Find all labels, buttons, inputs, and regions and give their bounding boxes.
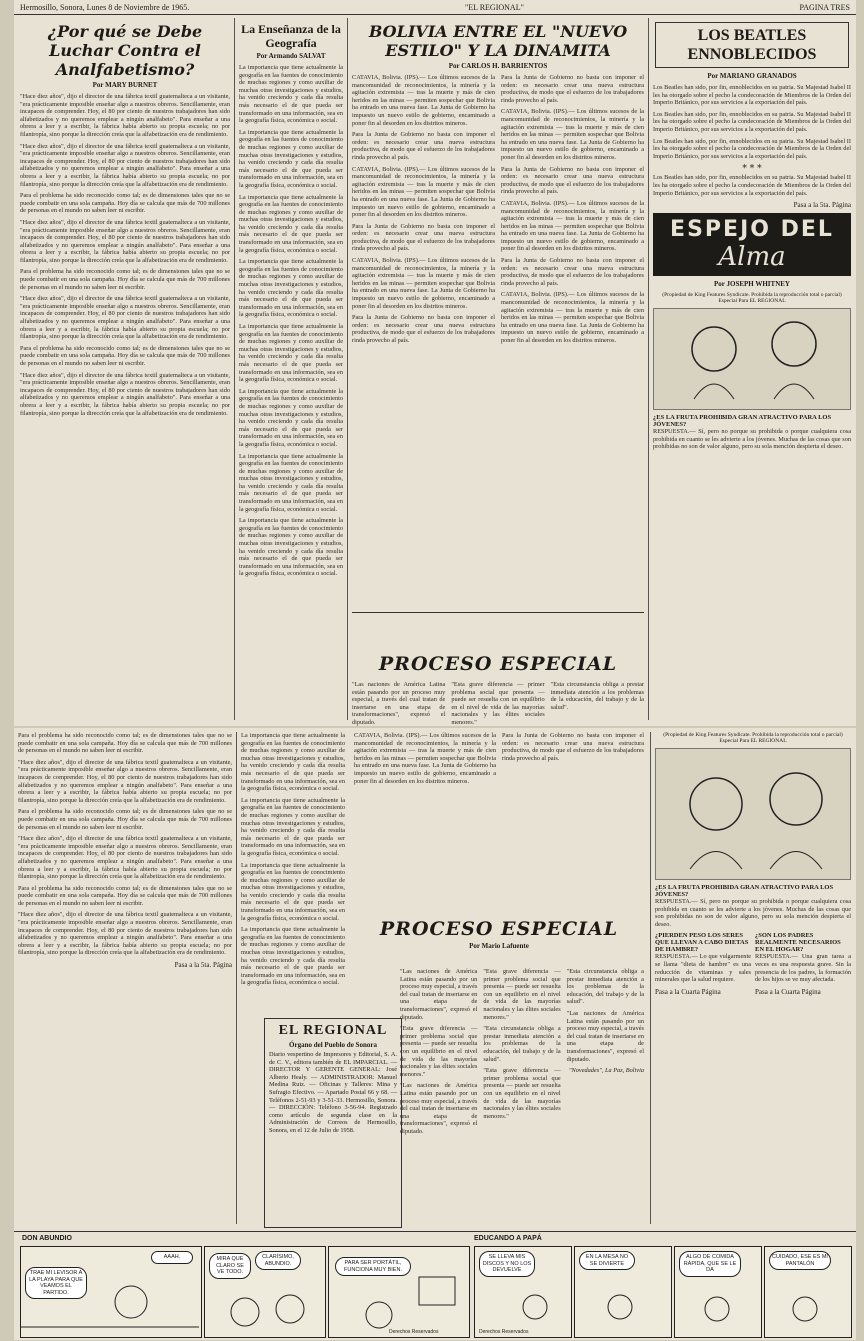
espejo-answer: RESPUESTA.— Lo que vulgarmente se llama "dieta de hambre" es una reducción de vitaminas y sales minerales que la salud requiere. xyxy=(655,953,751,984)
article-title: PROCESO ESPECIAL xyxy=(379,918,619,940)
article-title: La Enseñanza de la Geografía xyxy=(241,22,341,50)
article-body: "Esta grave diferencia — primer problema social que presenta — puede ser resuelta con un equilibrio en el nivel de vida de las mayorías nacionales y las élites sociales menores." xyxy=(483,968,561,1021)
column-rule xyxy=(648,18,649,720)
masthead-paper: "EL REGIONAL" xyxy=(464,2,524,12)
article-body: "Las naciones de América Latina están pasando por un proceso muy especial, a través del cual tratan de insertarse en una etapa de transformaciones", expresó el diputado. xyxy=(566,1009,644,1063)
couple-illustration xyxy=(656,749,850,877)
comic-panel xyxy=(674,1246,762,1338)
beatles-title-box xyxy=(655,22,849,68)
article-geografia-continued xyxy=(241,732,345,987)
characters-drawing xyxy=(205,1247,323,1335)
speech-bubble: AAAH. xyxy=(151,1251,193,1264)
article-body: La importancia que tiene actualmente la geografía en las fuentes de conocimiento de muchas regiones y como auxiliar de muchas otras investigaciones y estudios, ha venido creciendo y cada día resulta más necesario el de que pueda ser transformado en una información, sea en la geografía física, económica o social. xyxy=(239,452,343,513)
article-body: "Esta circunstancia obliga a prestar inmediata atención a los problemas de la educación, del trabajo y de la salud". xyxy=(566,968,644,1006)
speech-bubble: SE LLEVA MIS DISCOS Y NO LOS DEVUELVE xyxy=(479,1251,535,1277)
comic-panel xyxy=(328,1246,470,1338)
article-body: Para la Junta de Gobierno no basta con imponer el orden: es necesario crear una nueva estructura productiva, de modo que el esfuerzo de los trabajadores rinda provecho al país. xyxy=(502,732,644,762)
article-body: Para el problema ha sido reconocido como tal; es de dimensiones tales que no se puede combatir en una sola campaña. Hoy día se calcula que más de 700 millones de personas en el mundo no saben leer ni escribir. xyxy=(18,732,232,755)
article-body: "Hace diez años", dijo el director de una fábrica textil guatemalteca a un visitante, "era prácticamente imposible enseñar algo a nuestros obreros. Sencillamente, eran incapaces de comprender. Hoy, el 80 por ciento de nuestros trabajadores han sido alfabetizados y no queremos emplear a ningún analfabeto". Para enseñar a una obrera a leer y a escribir, la fábrica había abierto su propia escuela; no por filantropía, sino porque la dirección creía que la alfabetización era de rendimiento. xyxy=(20,371,230,417)
espejo-question: ¿ES LA FRUTA PROHIBIDA GRAN ATRACTIVO PARA LOS JÓVENES? xyxy=(653,414,832,429)
family-drawing xyxy=(675,1247,759,1335)
article-body: La importancia que tiene actualmente la geografía en las fuentes de conocimiento de muchas regiones y como auxiliar de muchas otras investigaciones y estudios, ha venido creciendo y cada día resulta más necesario el de que pueda ser transformado en una información, sea en la geografía física, económica o social. xyxy=(241,926,345,987)
article-geografia xyxy=(239,18,343,720)
speech-bubble: CUIDADO, ESE ES MI PANTALÓN xyxy=(769,1251,831,1270)
article-proceso-teaser xyxy=(352,612,644,726)
article-title: PROCESO ESPECIAL xyxy=(378,653,618,675)
espejo-subtitle: Alma xyxy=(718,242,786,273)
couple-illustration xyxy=(654,309,850,407)
pasa-link: Pasa a la Cuarta Página xyxy=(755,987,821,996)
article-body: Los Beatles han sido, por fin, ennoblecidos en su patria. Su Majestad Isabel II les ha otorgado sobre el pecho la condecoración de Miembros de la Orden del Imperio Británico, por sus servicios a la exportación del país. xyxy=(653,84,851,107)
proceso-signature: "Novedades", La Paz, Bolivia xyxy=(568,1067,644,1075)
article-body: La importancia que tiene actualmente la geografía en las fuentes de conocimiento de muchas regiones y como auxiliar de muchas otras investigaciones y estudios, ha venido creciendo y cada día resulta más necesario el de que pueda ser transformado en una información, sea en la geografía física, económica o social. xyxy=(239,517,343,578)
tv-drawing xyxy=(329,1247,467,1335)
family-drawing xyxy=(475,1247,569,1335)
article-proceso xyxy=(354,918,644,954)
beach-scene-drawing xyxy=(21,1247,199,1335)
comic-panel xyxy=(764,1246,852,1338)
article-body: "Esta circunstancia obliga a prestar inmediata atención a los problemas de la educación, del trabajo y de la salud". xyxy=(483,1025,561,1063)
article-body: La importancia que tiene actualmente la geografía en las fuentes de conocimiento de muchas regiones y como auxiliar de muchas otras investigaciones y estudios, ha venido creciendo y cada día resulta más necesario el de que pueda ser transformado en una información, sea en la geografía física, económica o social. xyxy=(239,128,343,189)
article-body: Para la Junta de Gobierno no basta con imponer el orden: es necesario crear una nueva estructura productiva, de modo que el esfuerzo de los trabajadores rinda provecho al país. xyxy=(352,222,495,253)
comic-strips xyxy=(14,1231,856,1340)
article-body: "Hace diez años", dijo el director de una fábrica textil guatemalteca a un visitante, "era prácticamente imposible enseñar algo a nuestros obreros. Sencillamente, eran incapaces de comprender. Hoy, el 80 por ciento de nuestros trabajadores han sido alfabetizados y no queremos emplear a ningún analfabeto". Para enseñar a una obrera a leer y a escribir, la fábrica había abierto su propia escuela; no por filantropía, sino porque la dirección creía que la alfabetización era de rendimiento. xyxy=(18,835,232,881)
speech-bubble: PARA SER PORTÁTIL, FUNCIONA MUY BIEN. xyxy=(335,1257,411,1276)
pasa-link: Pasa a la 5ta. Página xyxy=(793,201,851,210)
article-body: "Esta circunstancia obliga a prestar inmediata atención a los problemas de la educación, del trabajo y de la salud". xyxy=(550,681,644,711)
speech-bubble: EN LA MESA NO SE DIVIERTE xyxy=(579,1251,635,1270)
comic-panel xyxy=(574,1246,672,1338)
masthead xyxy=(14,0,856,15)
article-body: "Esta grave diferencia — primer problema social que presenta — puede ser resuelta con un equilibrio en el nivel de vida de las mayorías nacionales y las élites sociales menores." xyxy=(451,681,545,726)
article-body: "Esta grave diferencia — primer problema social que presenta — puede ser resuelta con un equilibrio en el nivel de vida de las mayorías nacionales y las élites sociales menores." xyxy=(483,1067,561,1120)
article-title: LOS BEATLES ENNOBLECIDOS xyxy=(687,27,817,63)
el-regional-body: Diario vespertino de Impresores y Editorial, S. A. de C. V., editora también de EL IMPARCIAL. — DIRECTOR Y GERENTE GENERAL: José Alberto Healy. — ADMINISTRADOR: Manuel Medina Ruiz. — Oficinas y Talleres: Mina y Sufragio Efectivo. — Apartado Postal 66 y 68. — Teléfonos 2-51-93 y 3-51-33. Hermosillo, Sonora. — DIRECCIÓN: Teléfono 3-56-94. Registrado como artículo de segunda clase en la Administración de Correos de Hermosillo, Sonora, en el 12 de Julio de 1958. xyxy=(269,1051,397,1134)
article-body: "Las naciones de América Latina están pasando por un proceso muy especial, a través del cual tratan de insertarse en una etapa de transformaciones", expresó el diputado. xyxy=(352,681,446,726)
comic-panel xyxy=(474,1246,572,1338)
article-body: Para la Junta de Gobierno no basta con imponer el orden: es necesario crear una nueva estructura productiva, de modo que el esfuerzo de los trabajadores rinda provecho al país. xyxy=(352,131,495,161)
article-body: CATAVIA, Bolivia. (IPS).— Los últimos sucesos de la mancomunidad de reconocimientos, la minería y la agitación extremista — tras la muerte y más de cien heridos en las minas — permiten sospechar que Bolivia ha entrado en una nueva fase. La Junta de Gobierno ha impuesto un nuevo estilo de gobierno, encaminado a poner fin al desorden en los distritos mineros. xyxy=(352,257,495,310)
espejo-credit: (Propiedad de King Features Syndicate. Prohibida la reproducción total o parcial) Especial Para EL REGIONAL xyxy=(663,732,843,744)
article-body: Para la Junta de Gobierno no basta con imponer el orden: es necesario crear una nueva estructura productiva, de modo que el esfuerzo de los trabajadores rinda provecho al país. xyxy=(352,314,495,344)
espejo-answer: RESPUESTA.— Sí, pero no porque su prohibida o porque cualquiera cosa prohibida en cuanto se les advierte a los jóvenes. Muchas de las cosas que son prohibidas no son de valor alguno, pero su sola mención despierta el deseo. xyxy=(655,898,851,928)
article-body: Para la Junta de Gobierno no basta con imponer el orden: es necesario crear una nueva estructura productiva, de modo que el esfuerzo de los trabajadores rinda provecho al país. xyxy=(501,257,644,287)
article-analfabetismo xyxy=(20,18,230,720)
el-regional-box xyxy=(264,1018,402,1228)
article-body: Para la Junta de Gobierno no basta con imponer el orden: es necesario crear una nueva estructura productiva, de modo que el esfuerzo de los trabajadores rinda provecho al país. xyxy=(501,74,644,104)
article-byline: Por MARIANO GRANADOS xyxy=(707,72,797,80)
pasa-link: Pasa a la 5ta. Página xyxy=(174,961,232,970)
article-body: Los Beatles han sido, por fin, ennoblecidos en su patria. Su Majestad Isabel II les ha otorgado sobre el pecho la condecoración de Miembros de la Orden del Imperio Británico, por sus servicios a la exportación del país. xyxy=(653,110,851,133)
espejo-question: ¿ES LA FRUTA PROHIBIDA GRAN ATRACTIVO PARA LOS JÓVENES? xyxy=(655,884,834,898)
article-body: "Hace diez años", dijo el director de una fábrica textil guatemalteca a un visitante, "era prácticamente imposible enseñar algo a nuestros obreros. Sencillamente, eran incapaces de comprender. Hoy, el 80 por ciento de nuestros trabajadores han sido alfabetizados y no queremos emplear a ningún analfabeto". Para enseñar a una obrera a leer y a escribir, la fábrica había abierto su propia escuela; no por filantropía, sino porque la dirección creía que la alfabetización era de rendimiento. xyxy=(18,911,232,957)
article-body: La importancia que tiene actualmente la geografía en las fuentes de conocimiento de muchas regiones y como auxiliar de muchas otras investigaciones y estudios, ha venido creciendo y cada día resulta más necesario el de que pueda ser transformado en una información, sea en la geografía física, económica o social. xyxy=(239,387,343,448)
speech-bubble: ALGO DE COMIDA RÁPIDA, QUE SE LE DA xyxy=(679,1251,741,1277)
article-body: Los Beatles han sido, por fin, ennoblecidos en su patria. Su Majestad Isabel II les ha otorgado sobre el pecho la condecoración de Miembros de la Orden del Imperio Británico, por sus servicios a la exportación del país. xyxy=(653,137,851,160)
rights-note: Derechos Reservados xyxy=(389,1329,439,1335)
article-byline: Por Armando SALVAT xyxy=(256,52,326,60)
article-byline: Por CARLOS H. BARRIENTOS xyxy=(448,62,548,70)
espejo-answer: RESPUESTA.— Una gran tarea a veces es una respuesta grave. Sin la presencia de los padres, la formación de los hijos se ve muy afectada. xyxy=(755,953,851,984)
espejo-title: ESPEJO DEL xyxy=(670,217,834,243)
speech-bubble: MIRA QUE CLARO SE VE TODO. xyxy=(209,1253,251,1279)
comic-title-educando: EDUCANDO A PAPÁ xyxy=(474,1235,542,1242)
article-body: La importancia que tiene actualmente la geografía en las fuentes de conocimiento de muchas regiones y como auxiliar de muchas otras investigaciones y estudios, ha venido creciendo y cada día resulta más necesario el de que pueda ser transformado en una información, sea en la geografía física, económica o social. xyxy=(239,64,343,125)
article-bolivia xyxy=(352,18,644,606)
comic-panel xyxy=(20,1246,202,1338)
article-body: Para el problema ha sido reconocido como tal; es de dimensiones tales que no se puede combatir en una sola campaña. Hoy día se calcula que más de 700 millones de personas en el mundo no saben leer ni escribir. xyxy=(20,344,230,367)
article-title: BOLIVIA ENTRE EL "NUEVO ESTILO" Y LA DINAMITA xyxy=(368,22,628,60)
pasa-link: Pasa a la Cuarta Página xyxy=(655,987,721,996)
article-body: "Esta grave diferencia — primer problema social que presenta — puede ser resuelta con un equilibrio en el nivel de vida de las mayorías nacionales y las élites sociales menores." xyxy=(400,1025,478,1078)
article-body: "Hace diez años", dijo el director de una fábrica textil guatemalteca a un visitante, "era prácticamente imposible enseñar algo a nuestros obreros. Sencillamente, eran incapaces de comprender. Hoy, el 80 por ciento de nuestros trabajadores han sido alfabetizados y no queremos emplear a ningún analfabeto". Para enseñar a una obrera a leer y a escribir, la fábrica había abierto su propia escuela; no por filantropía, sino porque la dirección creía que la alfabetización era de rendimiento. xyxy=(20,218,230,264)
article-body: La importancia que tiene actualmente la geografía en las fuentes de conocimiento de muchas regiones y como auxiliar de muchas otras investigaciones y estudios, ha venido creciendo y cada día resulta más necesario el de que pueda ser transformado en una información, sea en la geografía física, económica o social. xyxy=(241,861,345,922)
article-body: La importancia que tiene actualmente la geografía en las fuentes de conocimiento de muchas regiones y como auxiliar de muchas otras investigaciones y estudios, ha venido creciendo y cada día resulta más necesario el de que pueda ser transformado en una información, sea en la geografía física, económica o social. xyxy=(239,323,343,384)
espejo-question: ¿SON LOS PADRES REALMENTE NECESARIOS EN EL HOGAR? xyxy=(755,932,841,954)
espejo-banner xyxy=(653,213,851,276)
article-body: "Hace diez años", dijo el director de una fábrica textil guatemalteca a un visitante, "era prácticamente imposible enseñar algo a nuestros obreros. Sencillamente, eran incapaces de comprender. Hoy, el 80 por ciento de nuestros trabajadores han sido alfabetizados y no queremos emplear a ningún analfabeto". Para enseñar a una obrera a leer y a escribir, la fábrica había abierto su propia escuela; no por filantropía, sino porque la dirección creía que la alfabetización era de rendimiento. xyxy=(20,142,230,188)
article-body: CATAVIA, Bolivia. (IPS).— Los últimos sucesos de la mancomunidad de reconocimientos, la minería y la agitación extremista — tras la muerte y más de cien heridos en las minas — permiten sospechar que Bolivia ha entrado en una nueva fase. La Junta de Gobierno ha impuesto un nuevo estilo de gobierno, encaminado a poner fin al desorden en los distritos mineros. xyxy=(354,732,496,785)
column-rule xyxy=(347,18,348,720)
newspaper-page-bottom xyxy=(14,728,856,1340)
espejo-question: ¿PIERDEN PESO LOS SERES QUE LLEVAN A CABO DIETAS DE HAMBRE? xyxy=(655,932,749,954)
article-body: Para el problema ha sido reconocido como tal; es de dimensiones tales que no se puede combatir en una sola campaña. Hoy día se calcula que más de 700 millones de personas en el mundo no saben leer ni escribir. xyxy=(18,884,232,907)
article-body: CATAVIA, Bolivia. (IPS).— Los últimos sucesos de la mancomunidad de reconocimientos, la minería y la agitación extremista — tras la muerte y más de cien heridos en las minas — permiten sospechar que Bolivia ha entrado en una nueva fase. La Junta de Gobierno ha impuesto un nuevo estilo de gobierno, encaminado a poner fin al desorden en los distritos mineros. xyxy=(501,199,644,253)
article-body: La importancia que tiene actualmente la geografía en las fuentes de conocimiento de muchas regiones y como auxiliar de muchas otras investigaciones y estudios, ha venido creciendo y cada día resulta más necesario el de que pueda ser transformado en una información, sea en la geografía física, económica o social. xyxy=(241,796,345,857)
speech-bubble: CLARÍSIMO, ABUNDIO. xyxy=(255,1251,301,1270)
article-bolivia-continued xyxy=(354,732,644,852)
column-rule xyxy=(650,732,651,1224)
article-body: Para el problema ha sido reconocido como tal; es de dimensiones tales que no se puede combatir en una sola campaña. Hoy día se calcula que más de 700 millones de personas en el mundo no saben leer ni escribir. xyxy=(20,192,230,215)
espejo-illustration xyxy=(653,308,851,410)
article-body: CATAVIA, Bolivia. (IPS).— Los últimos sucesos de la mancomunidad de reconocimientos, la minería y la agitación extremista — tras la muerte y más de cien heridos en las minas — permiten sospechar que Bolivia ha entrado en una nueva fase. La Junta de Gobierno ha impuesto un nuevo estilo de gobierno, encaminado a poner fin al desorden en los distritos mineros. xyxy=(352,74,495,127)
espejo-answer: RESPUESTA.— Sí, pero no porque su prohibida o porque cualquiera cosa prohibida en cuanto se les advierte a los jóvenes. Muchas de las cosas que son prohibidas no son de valor alguno, pero su sola mención despierta el deseo. xyxy=(653,428,851,451)
article-body: La importancia que tiene actualmente la geografía en las fuentes de conocimiento de muchas regiones y como auxiliar de muchas otras investigaciones y estudios, ha venido creciendo y cada día resulta más necesario el de que pueda ser transformado en una información, sea en la geografía física, económica o social. xyxy=(241,732,345,793)
article-analfabetismo-continued xyxy=(18,732,232,1224)
article-body: CATAVIA, Bolivia. (IPS).— Los últimos sucesos de la mancomunidad de reconocimientos, la minería y la agitación extremista — tras la muerte y más de cien heridos en las minas — permiten sospechar que Bolivia ha entrado en una nueva fase. La Junta de Gobierno ha impuesto un nuevo estilo de gobierno, encaminado a poner fin al desorden en los distritos mineros. xyxy=(501,291,644,344)
article-body: CATAVIA, Bolivia. (IPS).— Los últimos sucesos de la mancomunidad de reconocimientos, la minería y la agitación extremista — tras la muerte y más de cien heridos en las minas — permiten sospechar que Bolivia ha entrado en una nueva fase. La Junta de Gobierno ha impuesto un nuevo estilo de gobierno, encaminado a poner fin al desorden en los distritos mineros. xyxy=(352,165,495,219)
espejo-illustration xyxy=(655,748,851,880)
article-body: Para la Junta de Gobierno no basta con imponer el orden: es necesario crear una nueva estructura productiva, de modo que el esfuerzo de los trabajadores rinda provecho al país. xyxy=(501,165,644,196)
article-body: Los Beatles han sido, por fin, ennoblecidos en su patria. Su Majestad Isabel II les ha otorgado sobre el pecho la condecoración de Miembros de la Orden del Imperio Británico, por sus servicios a la exportación del país. xyxy=(653,174,851,197)
article-title: ¿Por qué se Debe Luchar Contra el Analfabetismo? xyxy=(47,22,203,79)
comic-title-don-abundio: DON ABUNDIO xyxy=(22,1235,72,1242)
article-body: CATAVIA, Bolivia. (IPS).— Los últimos sucesos de la mancomunidad de reconocimientos, la minería y la agitación extremista — tras la muerte y más de cien heridos en las minas — permiten sospechar que Bolivia ha entrado en una nueva fase. La Junta de Gobierno ha impuesto un nuevo estilo de gobierno, encaminado a poner fin al desorden en los distritos mineros. xyxy=(501,108,644,161)
el-regional-subtitle: Órgano del Pueblo de Sonora xyxy=(289,1041,377,1049)
article-byline: Por Mario Lafuente xyxy=(469,942,529,950)
comic-panel xyxy=(204,1246,326,1338)
article-body: "Las naciones de América Latina están pasando por un proceso muy especial, a través del cual tratan de insertarse en una etapa de transformaciones", expresó el diputado. xyxy=(400,968,478,1021)
article-proceso-columns xyxy=(400,968,644,1218)
family-drawing xyxy=(575,1247,669,1335)
espejo-byline: Por JOSEPH WHITNEY xyxy=(714,280,790,289)
family-drawing xyxy=(765,1247,849,1335)
espejo-credit: (Propiedad de King Features Syndicate. Prohibida la reproducción total o parcial) Especial Para EL REGIONAL xyxy=(662,292,842,305)
article-body: "Las naciones de América Latina están pasando por un proceso muy especial, a través del cual tratan de insertarse en una etapa de transformaciones", expresó el diputado. xyxy=(400,1082,478,1135)
article-espejo-continued xyxy=(655,732,851,1224)
article-body: La importancia que tiene actualmente la geografía en las fuentes de conocimiento de muchas regiones y como auxiliar de muchas otras investigaciones y estudios, ha venido creciendo y cada día resulta más necesario el de que pueda ser transformado en una información, sea en la geografía física, económica o social. xyxy=(239,258,343,319)
article-beatles xyxy=(653,18,851,720)
article-byline: Por MARY BURNET xyxy=(92,81,158,89)
article-body: "Hace diez años", dijo el director de una fábrica textil guatemalteca a un visitante, "era prácticamente imposible enseñar algo a nuestros obreros. Sencillamente, eran incapaces de comprender. Hoy, el 80 por ciento de nuestros trabajadores han sido alfabetizados y no queremos emplear a ningún analfabeto". Para enseñar a una obrera a leer y a escribir, la fábrica había abierto su propia escuela; no por filantropía, sino porque la dirección creía que la alfabetización era de rendimiento. xyxy=(20,295,230,341)
article-body: La importancia que tiene actualmente la geografía en las fuentes de conocimiento de muchas regiones y como auxiliar de muchas otras investigaciones y estudios, ha venido creciendo y cada día resulta más necesario el de que pueda ser transformado en una información, sea en la geografía física, económica o social. xyxy=(239,193,343,254)
article-body: Para el problema ha sido reconocido como tal; es de dimensiones tales que no se puede combatir en una sola campaña. Hoy día se calcula que más de 700 millones de personas en el mundo no saben leer ni escribir. xyxy=(20,268,230,291)
rights-note: Derechos Reservados xyxy=(479,1329,529,1335)
masthead-page: PAGINA TRES xyxy=(799,2,850,12)
el-regional-title: EL REGIONAL xyxy=(278,1023,388,1038)
separator-stars: * * * xyxy=(742,164,762,175)
newspaper-page-top xyxy=(14,0,856,726)
masthead-date: Hermosillo, Sonora, Lunes 8 de Noviembre de 1965. xyxy=(20,2,190,12)
article-body: Para el problema ha sido reconocido como tal; es de dimensiones tales que no se puede combatir en una sola campaña. Hoy día se calcula que más de 700 millones de personas en el mundo no saben leer ni escribir. xyxy=(18,808,232,831)
column-rule xyxy=(236,732,237,1224)
column-rule xyxy=(234,18,235,720)
speech-bubble: TRAE MI LEVISOR A LA PLAYA PARA QUE VEAMOS EL PARTIDO. xyxy=(25,1267,87,1299)
article-body: "Hace diez años", dijo el director de una fábrica textil guatemalteca a un visitante, "era prácticamente imposible enseñar algo a nuestros obreros. Sencillamente, eran incapaces de comprender. Hoy, el 80 por ciento de nuestros trabajadores han sido alfabetizados y no queremos emplear a ningún analfabeto". Para enseñar a una obrera a leer y a escribir, la fábrica había abierto su propia escuela; no por filantropía, sino porque la dirección creía que la alfabetización era de rendimiento. xyxy=(18,758,232,804)
article-body: "Hace diez años", dijo el director de una fábrica textil guatemalteca a un visitante, "era prácticamente imposible enseñar algo a nuestros obreros. Sencillamente, eran incapaces de comprender. Hoy, el 80 por ciento de nuestros trabajadores han sido alfabetizados y no queremos emplear a ningún analfabeto". Para enseñar a una obrera a leer y a escribir, la fábrica había abierto su propia escuela; no por filantropía, sino porque la dirección creía que la alfabetización era de rendimiento. xyxy=(20,93,230,138)
